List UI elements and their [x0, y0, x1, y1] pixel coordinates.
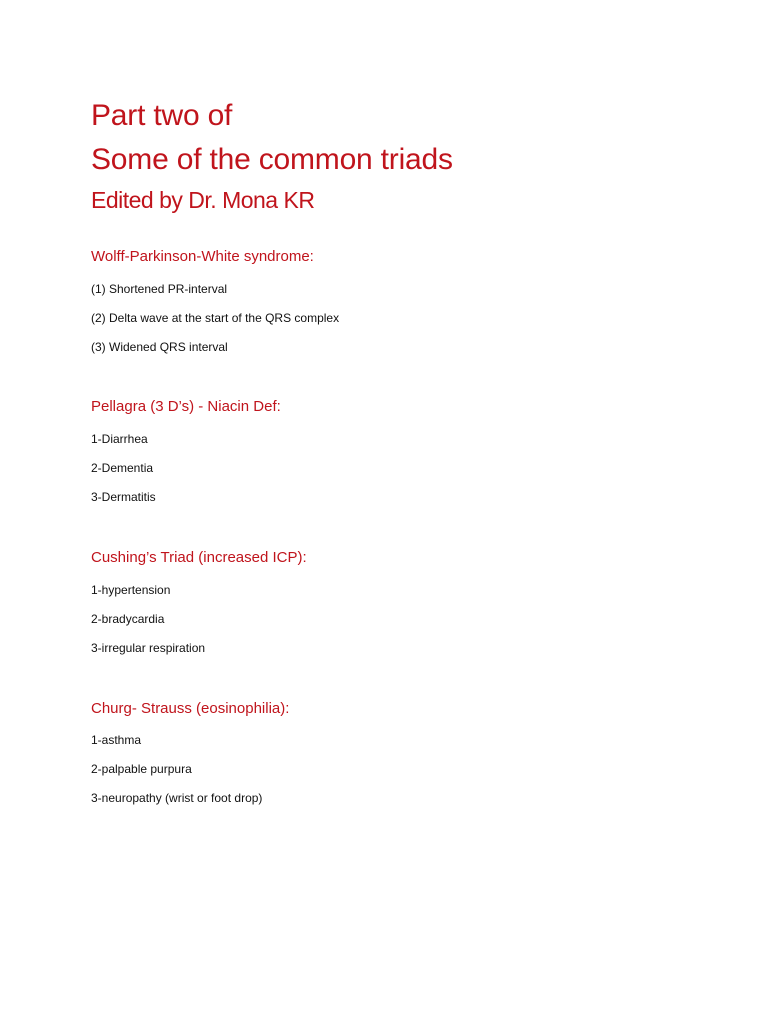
list-item: (1) Shortened PR-interval [91, 282, 228, 296]
list-item: 2-bradycardia [91, 612, 165, 626]
list-item: 1-hypertension [91, 583, 171, 597]
section-heading-pellagra: Pellagra (3 D’s) - Niacin Def: [91, 398, 281, 415]
title-line-1: Part two of [91, 99, 233, 132]
title-line-2: Some of the common triads [91, 143, 453, 176]
editor-subtitle: Edited by Dr. Mona KR [91, 187, 315, 213]
list-item: 3-irregular respiration [91, 641, 206, 655]
list-item: 3-Dermatitis [91, 490, 156, 504]
list-item: 1-Diarrhea [91, 432, 148, 446]
list-item: 3-neuropathy (wrist or foot drop) [91, 791, 263, 805]
list-item: 2-Dementia [91, 461, 154, 475]
section-heading-cushings-triad: Cushing’s Triad (increased ICP): [91, 549, 307, 566]
list-item: (2) Delta wave at the start of the QRS complex [91, 311, 340, 325]
list-item: (3) Widened QRS interval [91, 340, 228, 354]
list-item: 1-asthma [91, 733, 142, 747]
list-item: 2-palpable purpura [91, 762, 192, 776]
section-heading-wpw: Wolff-Parkinson-White syndrome: [91, 248, 314, 265]
section-heading-churg-strauss: Churg- Strauss (eosinophilia): [91, 700, 290, 717]
